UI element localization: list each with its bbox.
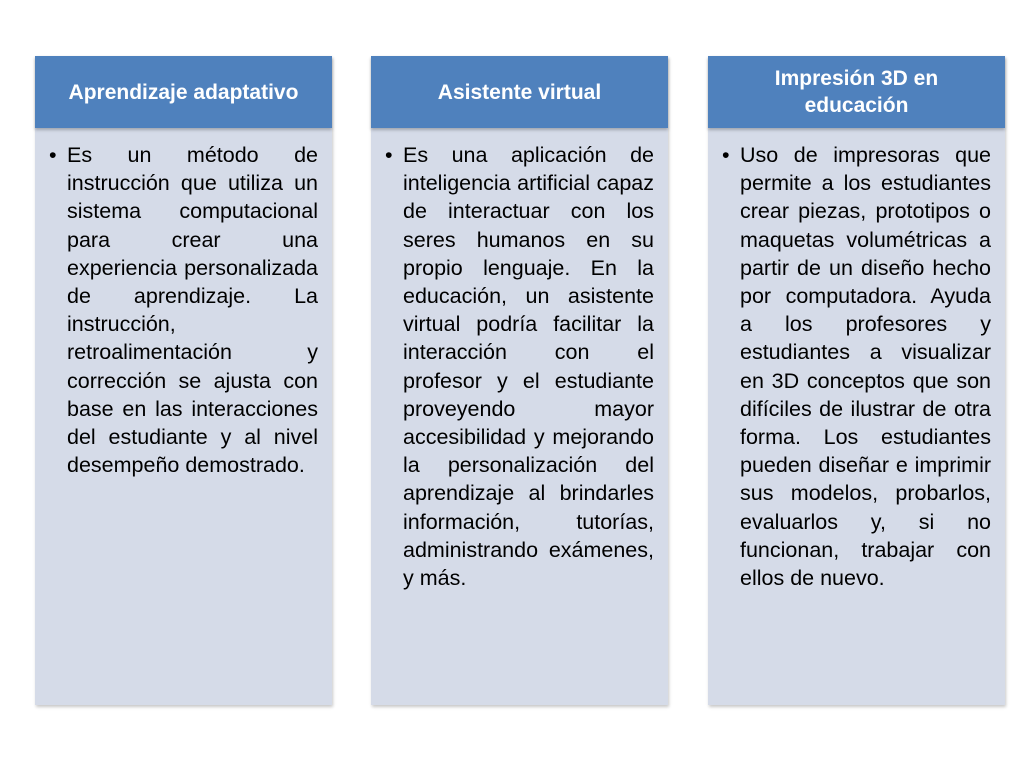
bullet-text: Uso de impresoras que permite a los estudiantes crear piezas, prototipos o maquetas volumétricas a partir de un diseño hecho por computadora. Ayuda a los profesores y estudiantes a visualizar en 3D conceptos que son difíciles de ilustrar de otra forma. Los estudiantes pueden diseñar e imprimir sus modelos, probarlos, evaluarlos y, si no funcionan, trabajar con ellos de nuevo. xyxy=(740,143,991,591)
bullet-icon: • xyxy=(385,143,393,167)
column-header xyxy=(35,56,332,128)
bullet-icon: • xyxy=(722,143,730,167)
bullet-text: Es una aplicación de inteligencia artificial capaz de interactuar con los seres humanos en su propio lenguaje. En la educación, un asistente virtual podría facilitar la interacción con el profesor y el estudiante proveyendo mayor accesibilidad y mejorando la personalización del aprendizaje al brindarles información, tutorías, administrando exámenes, y más. xyxy=(403,143,654,591)
bullet-text: Es un método de instrucción que utiliza un sistema computacional para crear una experiencia personalizada de aprendizaje. La instrucción, retroalimentación y corrección se ajusta con base en las interacciones del estudiante y al nivel desempeño demostrado. xyxy=(67,143,318,478)
column-title: Aprendizaje adaptativo xyxy=(68,80,299,104)
column-title: Asistente virtual xyxy=(437,80,602,104)
column-impresion-3d xyxy=(708,56,1005,705)
bullet-item xyxy=(49,141,318,479)
column-body xyxy=(385,141,654,693)
column-body xyxy=(49,141,318,693)
bullet-icon: • xyxy=(49,143,57,167)
bullet-item xyxy=(722,141,991,592)
column-asistente-virtual xyxy=(371,56,668,705)
column-aprendizaje-adaptativo xyxy=(35,56,332,705)
column-header xyxy=(371,56,668,128)
column-header xyxy=(708,56,1005,128)
column-body xyxy=(722,141,991,693)
bullet-item xyxy=(385,141,654,592)
column-title: Impresión 3D en educación xyxy=(774,67,939,117)
